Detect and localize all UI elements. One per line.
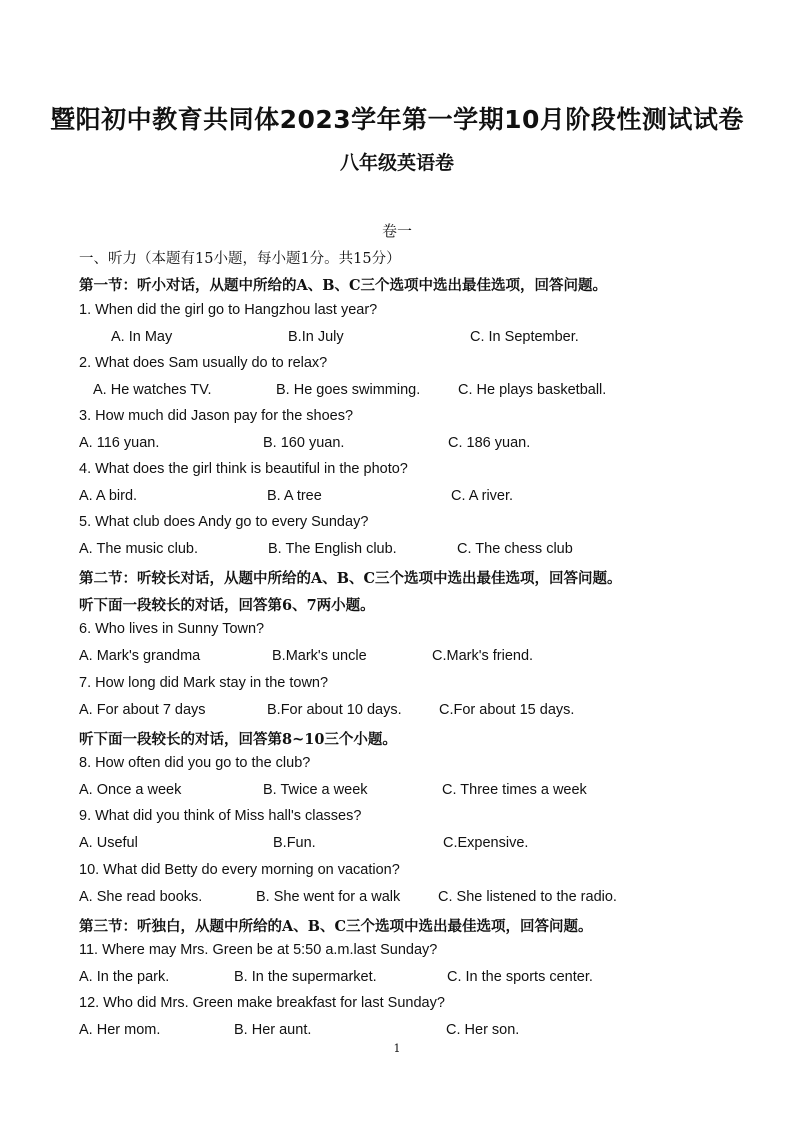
q10-option-b: B. She went for a walk xyxy=(256,889,401,905)
q3-option-a: A. 116 yuan. xyxy=(79,435,160,451)
q1-option-c: C. In September. xyxy=(470,329,579,345)
question-9: 9. What did you think of Miss hall's classes? xyxy=(79,808,362,824)
q3-option-c: C. 186 yuan. xyxy=(448,435,531,451)
exam-title: 暨阳初中教育共同体2023学年第一学期10月阶段性测试试卷 xyxy=(50,105,744,134)
q4-option-a: A. A bird. xyxy=(79,488,138,504)
q9-option-c: C.Expensive. xyxy=(443,835,529,851)
volume-label: 卷一 xyxy=(381,222,412,240)
page-number: 1 xyxy=(393,1042,401,1055)
instruction-q8-10: 听下面一段较长的对话，回答第8~10三个小题。 xyxy=(79,731,397,748)
q7-option-a: A. For about 7 days xyxy=(79,702,206,718)
q5-option-b: B. The English club. xyxy=(268,541,397,557)
q10-option-a: A. She read books. xyxy=(79,889,203,905)
q2-option-c: C. He plays basketball. xyxy=(458,382,607,398)
q1-option-a: A. In May xyxy=(111,329,173,345)
q3-option-b: B. 160 yuan. xyxy=(263,435,345,451)
instruction-q6-7: 听下面一段较长的对话，回答第6、7两小题。 xyxy=(79,597,375,614)
question-5: 5. What club does Andy go to every Sunday? xyxy=(79,514,369,530)
q1-option-b: B.In July xyxy=(288,329,344,345)
q12-option-a: A. Her mom. xyxy=(79,1022,161,1038)
q8-option-a: A. Once a week xyxy=(79,782,182,798)
q8-option-b: B. Twice a week xyxy=(263,782,368,798)
q9-option-a: A. Useful xyxy=(79,835,138,851)
q2-option-a: A. He watches TV. xyxy=(93,382,212,398)
q12-option-b: B. Her aunt. xyxy=(234,1022,312,1038)
part-heading: 一、听力（本题有15小题，每小题1分。共15分） xyxy=(79,251,401,267)
question-8: 8. How often did you go to the club? xyxy=(79,755,311,771)
question-2: 2. What does Sam usually do to relax? xyxy=(79,355,328,371)
question-7: 7. How long did Mark stay in the town? xyxy=(79,675,329,691)
section-2-instruction: 第二节：听较长对话，从题中所给的A、B、C三个选项中选出最佳选项，回答问题。 xyxy=(79,570,622,587)
q5-option-a: A. The music club. xyxy=(79,541,199,557)
q12-option-c: C. Her son. xyxy=(446,1022,520,1038)
q7-option-c: C.For about 15 days. xyxy=(439,702,575,718)
q9-option-b: B.Fun. xyxy=(273,835,316,851)
q4-option-c: C. A river. xyxy=(451,488,514,504)
q2-option-b: B. He goes swimming. xyxy=(276,382,421,398)
q11-option-b: B. In the supermarket. xyxy=(234,969,377,985)
question-1: 1. When did the girl go to Hangzhou last year? xyxy=(79,302,378,318)
q5-option-c: C. The chess club xyxy=(457,541,573,557)
q11-option-a: A. In the park. xyxy=(79,969,170,985)
question-4: 4. What does the girl think is beautiful in the photo? xyxy=(79,461,408,477)
q4-option-b: B. A tree xyxy=(267,488,322,504)
q11-option-c: C. In the sports center. xyxy=(447,969,593,985)
q6-option-c: C.Mark's friend. xyxy=(432,648,534,664)
question-10: 10. What did Betty do every morning on vacation? xyxy=(79,862,400,878)
question-6: 6. Who lives in Sunny Town? xyxy=(79,621,265,637)
q7-option-b: B.For about 10 days. xyxy=(267,702,402,718)
q8-option-c: C. Three times a week xyxy=(442,782,587,798)
section-3-instruction: 第三节：听独白，从题中所给的A、B、C三个选项中选出最佳选项，回答问题。 xyxy=(79,918,593,935)
q10-option-c: C. She listened to the radio. xyxy=(438,889,617,905)
question-3: 3. How much did Jason pay for the shoes? xyxy=(79,408,354,424)
question-12: 12. Who did Mrs. Green make breakfast for last Sunday? xyxy=(79,995,445,1011)
exam-subtitle: 八年级英语卷 xyxy=(339,152,454,174)
section-1-instruction: 第一节：听小对话，从题中所给的A、B、C三个选项中选出最佳选项，回答问题。 xyxy=(79,277,608,294)
q6-option-b: B.Mark's uncle xyxy=(272,648,367,664)
q6-option-a: A. Mark's grandma xyxy=(79,648,201,664)
question-11: 11. Where may Mrs. Green be at 5:50 a.m.last Sunday? xyxy=(79,942,438,958)
